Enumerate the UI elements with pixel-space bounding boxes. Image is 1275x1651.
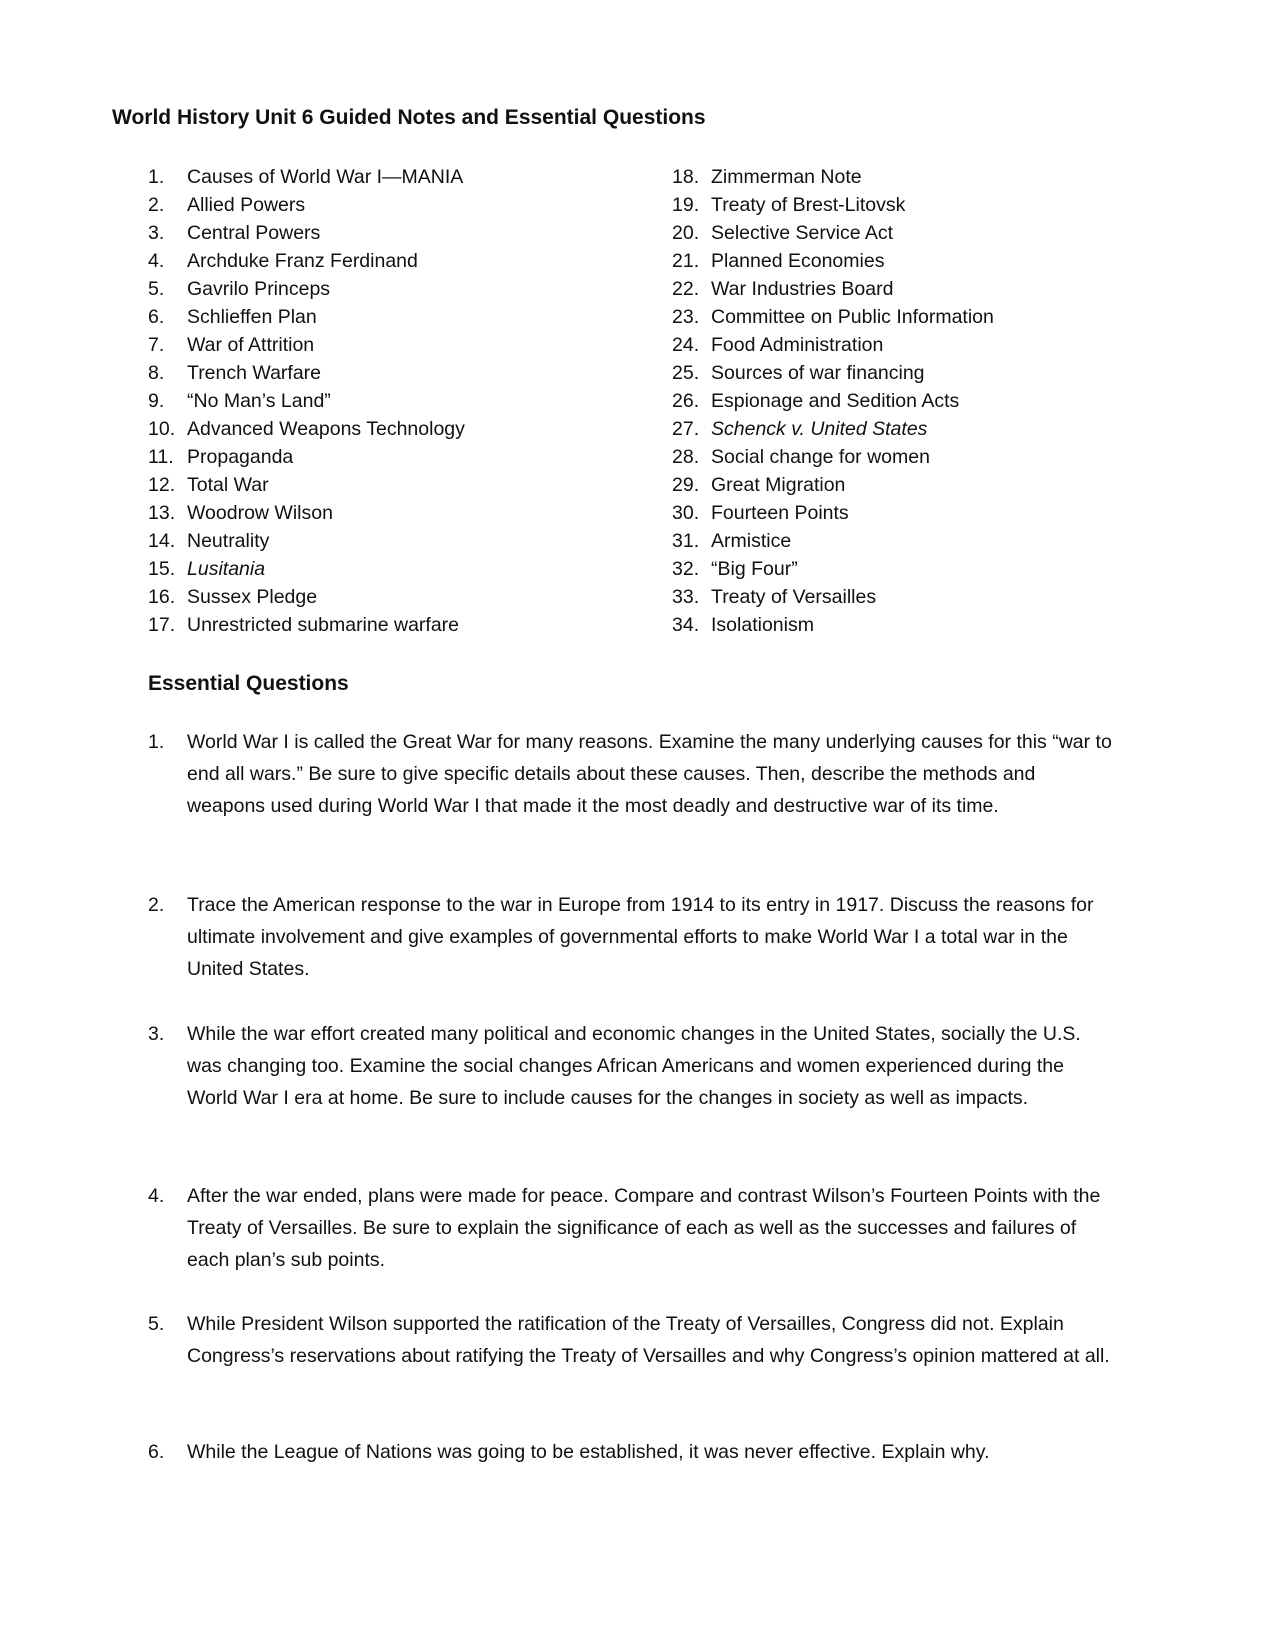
term-number: 17. bbox=[148, 614, 176, 636]
term-number: 19. bbox=[672, 194, 700, 216]
term-text: War Industries Board bbox=[711, 278, 894, 300]
term-text: Propaganda bbox=[187, 446, 294, 468]
term-number: 4. bbox=[148, 250, 165, 272]
page-title: World History Unit 6 Guided Notes and Essential Questions bbox=[112, 106, 706, 129]
essential-question bbox=[148, 1308, 1148, 1372]
term-number: 29. bbox=[672, 474, 700, 496]
term-text: “No Man’s Land” bbox=[187, 390, 331, 412]
term-number: 12. bbox=[148, 474, 176, 496]
question-number: 4. bbox=[148, 1185, 165, 1207]
term-number: 27. bbox=[672, 418, 700, 440]
term-text: Fourteen Points bbox=[711, 502, 849, 524]
question-text: While President Wilson supported the ratification of the Treaty of Versailles, Congress did not. Explain Congress’s reservations about ratifying the Treaty of Versailles and why Congress’s opinion mattered at all. bbox=[187, 1313, 1110, 1367]
question-number: 2. bbox=[148, 894, 165, 916]
term-number: 13. bbox=[148, 502, 176, 524]
term-number: 34. bbox=[672, 614, 700, 636]
question-number: 1. bbox=[148, 731, 165, 753]
question-number: 6. bbox=[148, 1441, 165, 1463]
question-text: Trace the American response to the war in Europe from 1914 to its entry in 1917. Discuss the reasons for ultimate involvement and give examples of governmental efforts to make World War I a total war in the United States. bbox=[187, 894, 1094, 980]
term-number: 6. bbox=[148, 306, 165, 328]
essential-questions-heading: Essential Questions bbox=[148, 672, 349, 695]
term-text: Unrestricted submarine warfare bbox=[187, 614, 460, 636]
term-text: Sources of war financing bbox=[711, 362, 925, 384]
term-number: 31. bbox=[672, 530, 700, 552]
term-text: Sussex Pledge bbox=[187, 586, 318, 608]
question-number: 3. bbox=[148, 1023, 165, 1045]
term-text: Schlieffen Plan bbox=[187, 306, 317, 328]
term-number: 20. bbox=[672, 222, 700, 244]
question-text: World War I is called the Great War for many reasons. Examine the many underlying causes for this “war to end all wars.” Be sure to give specific details about these causes. Then, describe the methods and weapons used during World War I that made it the most deadly and destructive war of its time. bbox=[187, 731, 1112, 817]
term-number: 8. bbox=[148, 362, 165, 384]
term-number: 32. bbox=[672, 558, 700, 580]
term-text: Committee on Public Information bbox=[711, 306, 994, 328]
term-text: “Big Four” bbox=[711, 558, 798, 580]
term-text: Archduke Franz Ferdinand bbox=[187, 250, 418, 272]
term-text: Lusitania bbox=[187, 558, 266, 580]
term-text: Great Migration bbox=[711, 474, 846, 496]
term-text: War of Attrition bbox=[187, 334, 315, 356]
term-number: 25. bbox=[672, 362, 700, 384]
essential-question bbox=[148, 1018, 1148, 1114]
term-text: Espionage and Sedition Acts bbox=[711, 390, 960, 412]
term-number: 10. bbox=[148, 418, 176, 440]
term-text: Advanced Weapons Technology bbox=[187, 418, 465, 440]
question-number: 5. bbox=[148, 1313, 165, 1335]
term-number: 2. bbox=[148, 194, 165, 216]
essential-question bbox=[148, 726, 1148, 822]
essential-question bbox=[148, 1436, 1148, 1468]
term-text: Neutrality bbox=[187, 530, 270, 552]
term-number: 21. bbox=[672, 250, 700, 272]
essential-question bbox=[148, 1180, 1148, 1276]
question-text: While the League of Nations was going to be established, it was never effective. Explain why. bbox=[187, 1441, 990, 1463]
term-number: 15. bbox=[148, 558, 176, 580]
term-number: 30. bbox=[672, 502, 700, 524]
term-text: Selective Service Act bbox=[711, 222, 894, 244]
term-number: 9. bbox=[148, 390, 165, 412]
term-text: Causes of World War I—MANIA bbox=[187, 166, 464, 188]
term-number: 28. bbox=[672, 446, 700, 468]
term-text: Schenck v. United States bbox=[711, 418, 928, 440]
term-text: Trench Warfare bbox=[187, 362, 322, 384]
term-number: 3. bbox=[148, 222, 165, 244]
essential-question bbox=[148, 889, 1148, 985]
term-text: Gavrilo Princeps bbox=[187, 278, 331, 300]
term-number: 7. bbox=[148, 334, 165, 356]
term-text: Allied Powers bbox=[187, 194, 306, 216]
term-text: Total War bbox=[187, 474, 269, 496]
term-text: Woodrow Wilson bbox=[187, 502, 333, 524]
term-number: 5. bbox=[148, 278, 165, 300]
term-text: Zimmerman Note bbox=[711, 166, 862, 188]
term-number: 16. bbox=[148, 586, 176, 608]
term-number: 33. bbox=[672, 586, 700, 608]
term-number: 11. bbox=[148, 446, 174, 468]
term-text: Food Administration bbox=[711, 334, 884, 356]
term-number: 22. bbox=[672, 278, 700, 300]
term-number: 24. bbox=[672, 334, 700, 356]
term-number: 26. bbox=[672, 390, 700, 412]
term-number: 14. bbox=[148, 530, 176, 552]
term-text: Armistice bbox=[711, 530, 792, 552]
term-number: 18. bbox=[672, 166, 700, 188]
term-number: 1. bbox=[148, 166, 165, 188]
term-text: Isolationism bbox=[711, 614, 814, 636]
term-text: Treaty of Brest-Litovsk bbox=[711, 194, 906, 216]
question-text: While the war effort created many political and economic changes in the United States, socially the U.S. was changing too. Examine the social changes African Americans and women experienced during the World War I era at home. Be sure to include causes for the changes in society as well as impacts. bbox=[187, 1023, 1081, 1109]
term-text: Planned Economies bbox=[711, 250, 885, 272]
term-text: Treaty of Versailles bbox=[711, 586, 877, 608]
term-text: Central Powers bbox=[187, 222, 321, 244]
term-text: Social change for women bbox=[711, 446, 930, 468]
question-text: After the war ended, plans were made for peace. Compare and contrast Wilson’s Fourteen Points with the Treaty of Versailles. Be sure to explain the significance of each as well as the successes and failures of each plan’s sub points. bbox=[187, 1185, 1101, 1271]
term-number: 23. bbox=[672, 306, 700, 328]
